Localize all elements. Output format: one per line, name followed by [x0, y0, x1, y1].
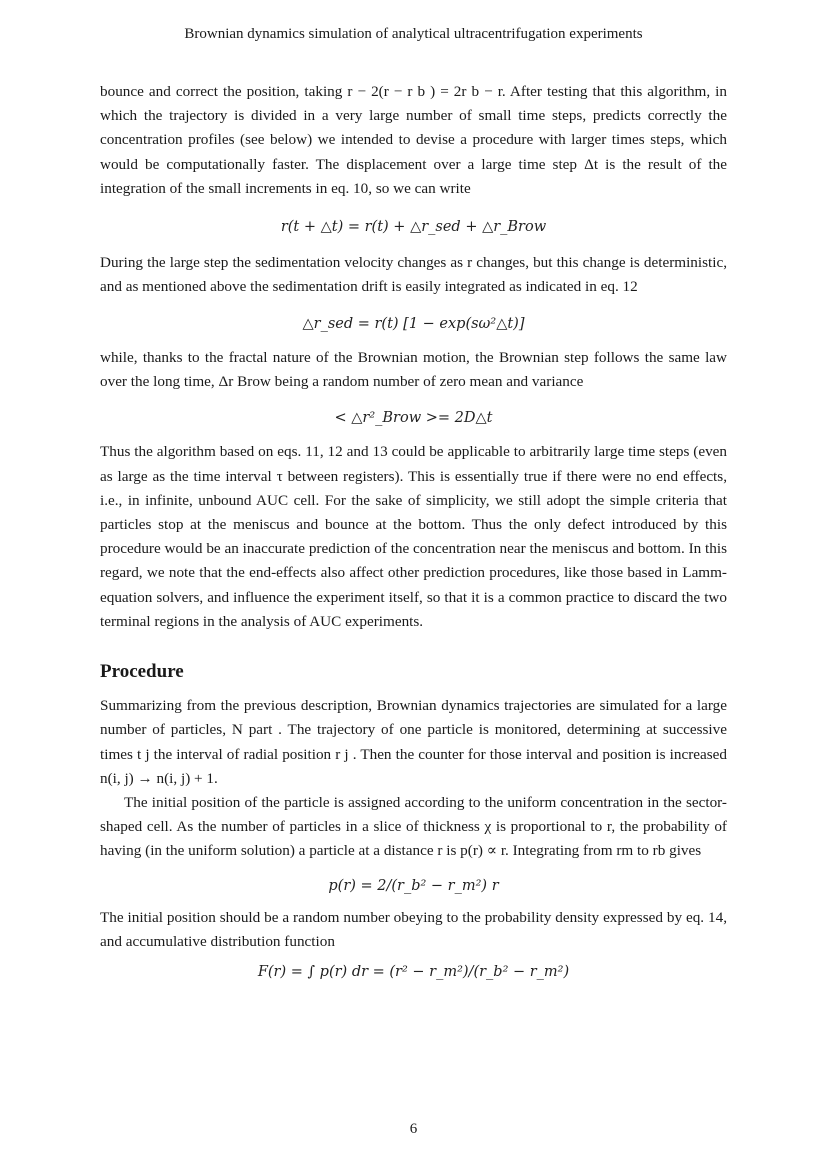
equation-displacement: [100, 215, 727, 239]
paragraph-6: [100, 791, 727, 864]
equation-sedimentation-text: △r_sed = r(t) [1 − exp(sω²△t)]: [302, 315, 525, 332]
equation-cdf: [100, 960, 727, 984]
paragraph-4-text: Thus the algorithm based on eqs. 11, 12 and 13 could be applicable to arbitrarily large time steps (even as large as the time interval τ between registers). This is essentially true if there were no end effects, i.e., in infinite, unbound AUC cell. For the sake of simplicity, we still adopt the simple criteria that particles stop at the meniscus and bounce at the bottom. Thus the only defect introduced by this procedure would be an inaccurate prediction of the concentration near the meniscus and bottom. In this regard, we note that the end-effects also affect other prediction procedures, like those based in Lamm-equation solvers, and influence the experiment itself, so that it is a common practice to discard the two terminal regions in the analysis of AUC experiments.: [100, 443, 727, 630]
equation-cdf-text: F(r) = ∫ p(r) dr = (r² − r_m²)/(r_b² − r_m²): [257, 964, 570, 981]
paragraph-5-text: Summarizing from the previous description, Brownian dynamics trajectories are simulated for a large number of particles, N part . The trajectory of one particle is monitored, determining at successive times t j the interval of radial position r j . Then the counter for those interval and position is increased n(i, j) → n(i, j) + 1.: [100, 697, 727, 787]
page-number: 6: [409, 1121, 418, 1137]
equation-sedimentation: [100, 312, 727, 336]
paragraph-7: [100, 906, 727, 954]
paragraph-4: [100, 440, 727, 634]
equation-pdf-text: p(r) = 2/(r_b² − r_m²) r: [328, 877, 499, 894]
running-header: Brownian dynamics simulation of analytical ultracentrifugation experiments: [184, 26, 643, 42]
equation-pdf: [100, 874, 727, 898]
section-title: Procedure: [100, 661, 184, 683]
paragraph-2: [100, 251, 727, 299]
paragraph-1: [100, 80, 727, 201]
paragraph-6-text: The initial position of the particle is assigned according to the uniform concentration in the sector-shaped cell. As the number of particles in a slice of thickness χ is proportional to r, the probability of having (in the uniform solution) a particle at a distance r is p(r) ∝ r. Integrating from rm to rb gives: [100, 794, 727, 860]
equation-variance-text: < △r²_Brow >= 2D△t: [334, 410, 493, 427]
paragraph-3: [100, 346, 727, 394]
equation-displacement-text: r(t + △t) = r(t) + △r_sed + △r_Brow: [280, 219, 547, 236]
paragraph-7-text: The initial position should be a random number obeying to the probability density expressed by eq. 14, and accumulative distribution function: [100, 908, 727, 951]
paragraph-5: [100, 694, 727, 791]
paragraph-1-text: bounce and correct the position, taking r − 2(r − r b ) = 2r b − r. After testing that this algorithm, in which the trajectory is divided in a very large number of small time steps, predicts correctly the concentration profiles (see below) we intended to devise a procedure with larger times steps, which would be computationally faster. The displacement over a large time step Δt is the result of the integration of the small increments in eq. 10, so we can write: [100, 83, 727, 197]
paragraph-3-text: while, thanks to the fractal nature of the Brownian motion, the Brownian step follows the same law over the long time, Δr Brow being a random number of zero mean and variance: [100, 348, 727, 391]
equation-variance: [100, 406, 727, 430]
page-body: [100, 80, 727, 991]
paragraph-2-text: During the large step the sedimentation velocity changes as r changes, but this change is deterministic, and as mentioned above the sedimentation drift is easily integrated as indicated in eq. 12: [100, 254, 727, 296]
